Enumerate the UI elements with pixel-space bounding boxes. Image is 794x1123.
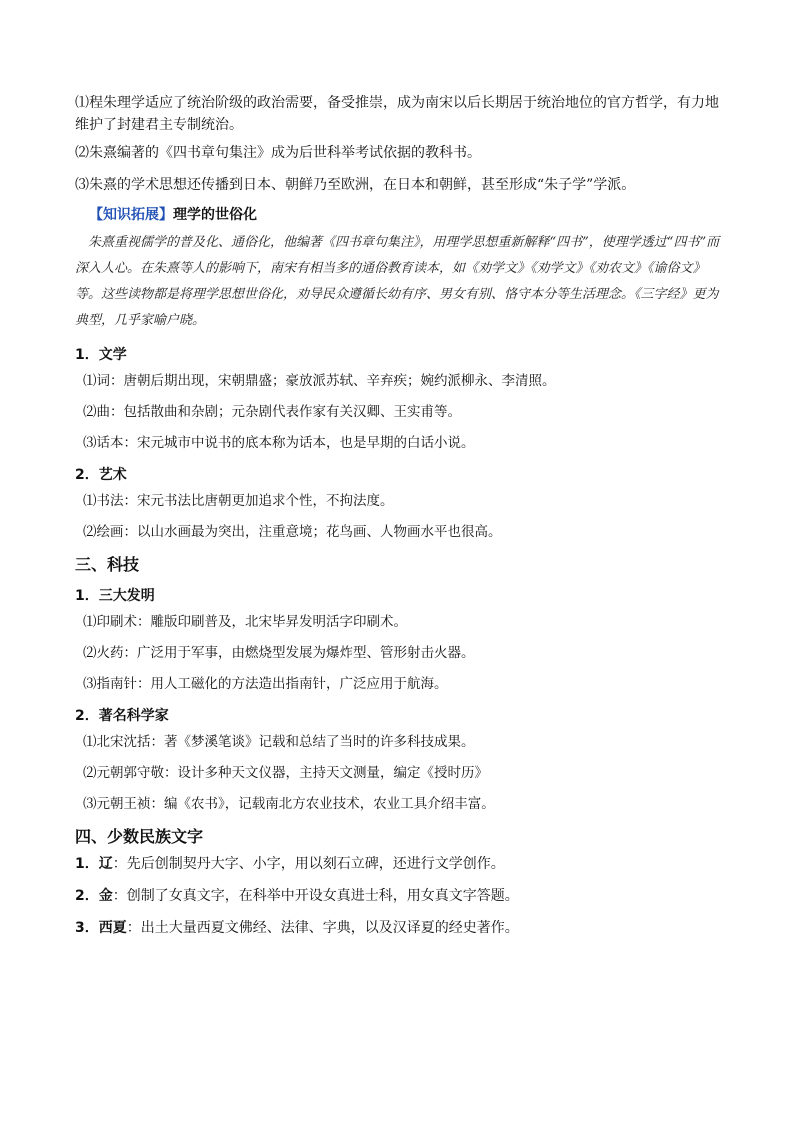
section-minority-scripts-title: 四、少数民族文字 — [75, 827, 204, 846]
item-number: 1． — [75, 856, 99, 872]
document-page — [75, 92, 723, 949]
list-item: ⑴书法：宋元书法比唐朝更加追求个性，不拘法度。 — [83, 493, 394, 509]
item-number: 2． — [75, 888, 99, 904]
item-text: ：创制了女真文字，在科举中开设女真进士科，用女真文字答题。 — [112, 888, 519, 904]
extension-title: 理学的世俗化 — [173, 207, 257, 223]
list-item: ⑶话本：宋元城市中说书的底本称为话本，也是早期的白话小说。 — [83, 435, 475, 451]
item-text: ：出土大量西夏文佛经、法律、字典，以及汉译夏的经史著作。 — [126, 920, 519, 936]
extension-tag: 【知识拓展】 — [89, 207, 173, 223]
art-heading: 2．艺术 — [75, 467, 127, 483]
intro-para-2: ⑵朱熹编著的《四书章句集注》成为后世科举考试依据的教科书。 — [75, 145, 481, 161]
item-text: ：先后创制契丹大字、小字，用以刻石立碑，还进行文学创作。 — [112, 856, 505, 872]
scientists-heading: 2．著名科学家 — [75, 708, 169, 724]
list-item: ⑶指南针：用人工磁化的方法造出指南针，广泛应用于航海。 — [83, 676, 448, 692]
list-item: ⑴印刷术：雕版印刷普及，北宋毕昇发明活字印刷术。 — [83, 614, 407, 630]
list-item — [75, 917, 723, 939]
intro-para-3: ⑶朱熹的学术思想还传播到日本、朝鲜乃至欧洲，在日本和朝鲜，甚至形成“朱子学”学派。 — [75, 177, 636, 193]
list-item: ⑵元朝郭守敬：设计多种天文仪器，主持天文测量，编定《授时历》 — [83, 765, 488, 781]
knowledge-extension-heading — [89, 204, 723, 224]
list-item: ⑶元朝王祯：编《农书》，记载南北方农业技术，农业工具介绍丰富。 — [83, 796, 495, 812]
intro-para-1: ⑴程朱理学适应了统治阶级的政治需要，备受推崇，成为南宋以后长期居于统治地位的官方哲学，有力地维护了封建君主专制统治。 — [75, 95, 719, 133]
item-label: 西夏 — [98, 920, 127, 936]
list-item: ⑴词：唐朝后期出现，宋朝鼎盛；豪放派苏轼、辛弃疾；婉约派柳永、李清照。 — [83, 373, 556, 389]
list-item: ⑵绘画：以山水画最为突出，注重意境；花鸟画、人物画水平也很高。 — [83, 524, 502, 540]
list-item: ⑵曲：包括散曲和杂剧；元杂剧代表作家有关汉卿、王实甫等。 — [83, 404, 461, 420]
list-item: ⑵火药：广泛用于军事，由燃烧型发展为爆炸型、管形射击火器。 — [83, 645, 475, 661]
item-number: 3． — [75, 920, 99, 936]
list-item: ⑴北宋沈括：著《梦溪笔谈》记载和总结了当时的许多科技成果。 — [83, 734, 475, 750]
section-technology-title: 三、科技 — [75, 555, 140, 574]
item-label: 辽 — [98, 856, 113, 872]
three-inventions-heading: 1．三大发明 — [75, 588, 155, 604]
list-item — [75, 853, 723, 875]
extension-body: 朱熹重视儒学的普及化、通俗化，他编著《四书章句集注》，用理学思想重新解释“四书”，使理学透过“四书”而深入人心。在朱熹等人的影响下，南宋有相当多的通俗教育读本，如《劝学文》《劝学文》《劝农文》《谕俗文》等。这些读物都是将理学思想世俗化，劝导民众遵循长幼有序、男女有别、恪守本分等生活理念。《三字经》更为典型，几乎家喻户晓。 — [75, 235, 720, 328]
literature-heading: 1．文学 — [75, 347, 127, 363]
item-label: 金 — [98, 888, 113, 904]
list-item — [75, 885, 723, 907]
